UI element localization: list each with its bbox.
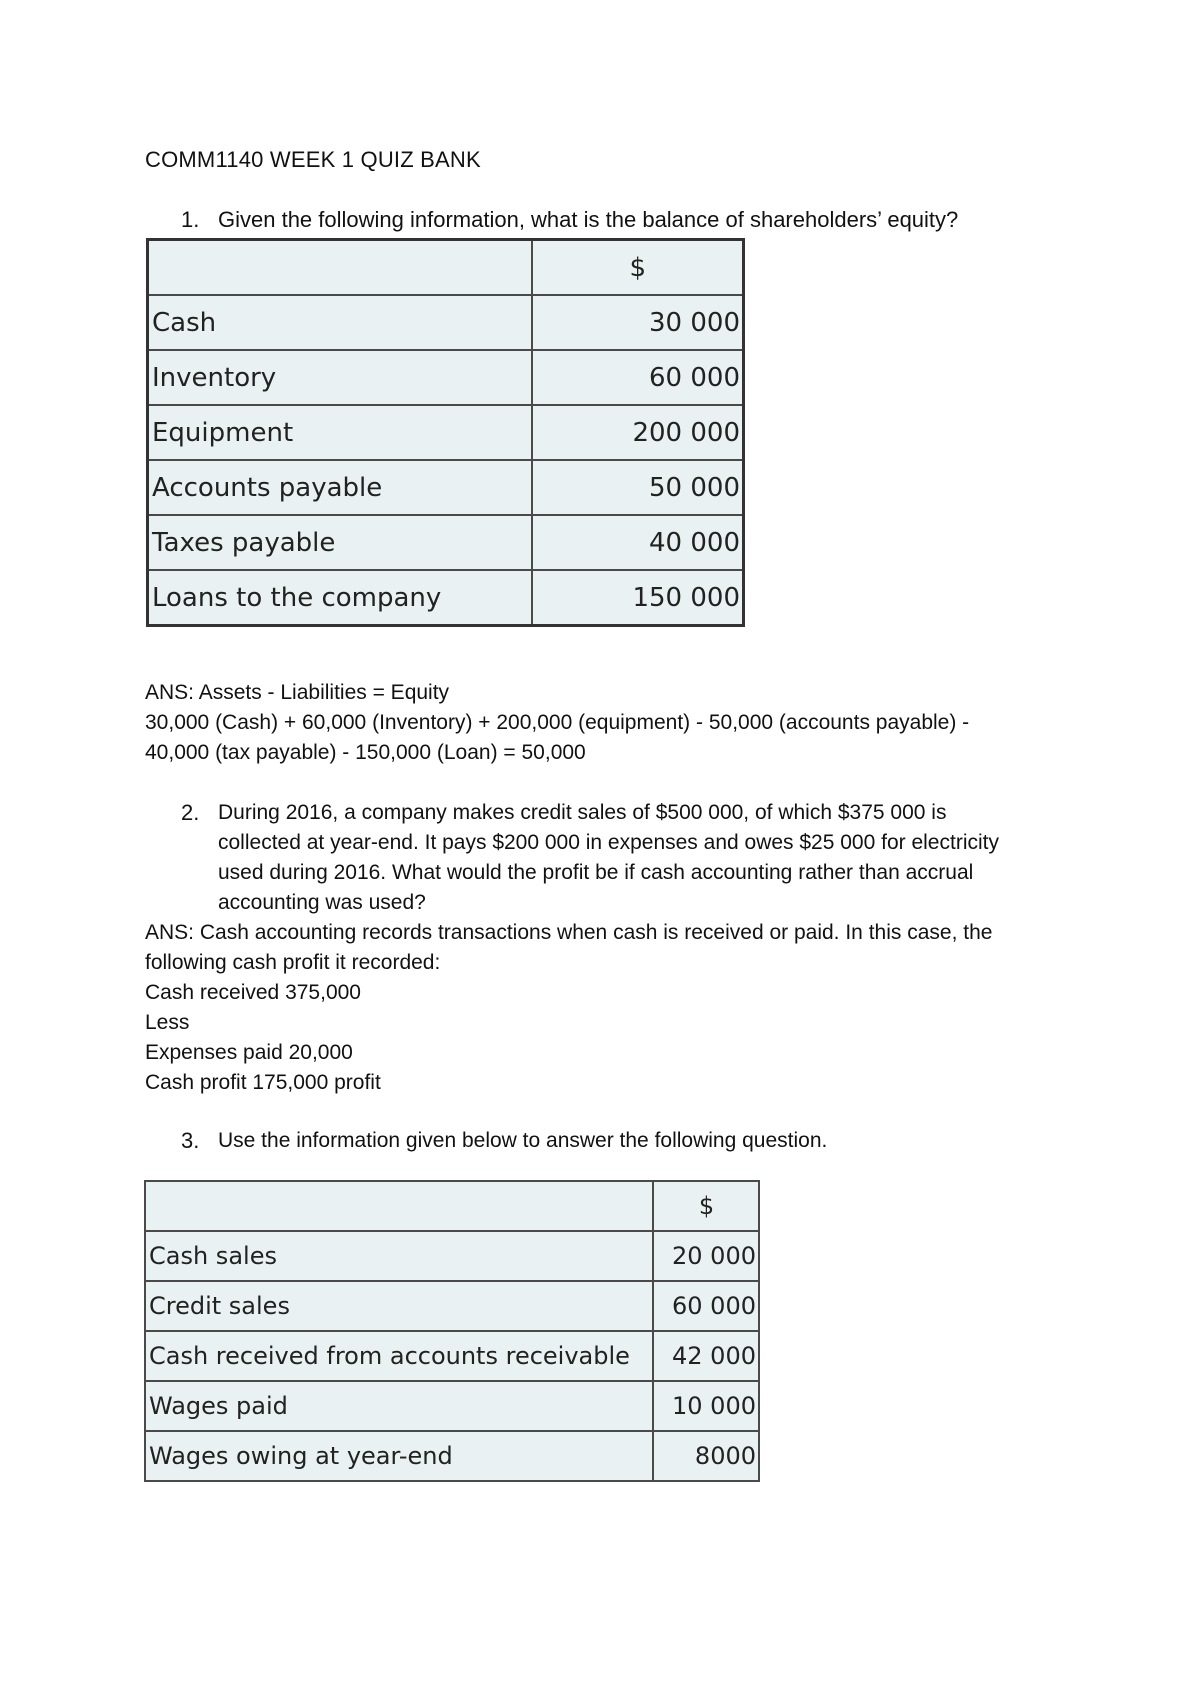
table-row [148, 350, 744, 405]
row-label: Wages owing at year-end [145, 1431, 653, 1481]
table-header-cell [148, 240, 532, 296]
answer-line: Cash received 375,000 [145, 981, 361, 1004]
question-line: During 2016, a company makes credit sales of $500 000, of which $375 000 is [218, 801, 947, 824]
table-row [148, 570, 744, 626]
table-header-cell: $ [653, 1181, 759, 1231]
table-row [145, 1231, 759, 1281]
answer-line: Cash profit 175,000 profit [145, 1071, 381, 1094]
answer-line: following cash profit it recorded: [145, 951, 441, 974]
answer-1 [145, 678, 1055, 768]
question-3-number: 3. [181, 1128, 200, 1153]
question-1-number: 1. [181, 207, 200, 232]
table-row [148, 515, 744, 570]
table-header-cell [145, 1181, 653, 1231]
row-label: Cash received from accounts receivable [145, 1331, 653, 1381]
table-row [148, 295, 744, 350]
row-value: 10 000 [653, 1381, 759, 1431]
row-value: 200 000 [532, 405, 744, 460]
answer-line: Less [145, 1011, 190, 1034]
row-value: 42 000 [653, 1331, 759, 1381]
question-line: used during 2016. What would the profit be if cash accounting rather than accrual [218, 861, 974, 884]
row-label: Loans to the company [148, 570, 532, 626]
row-value: 50 000 [532, 460, 744, 515]
answer-line: 40,000 (tax payable) - 150,000 (Loan) = 50,000 [145, 741, 586, 764]
table-row [148, 405, 744, 460]
row-value: 60 000 [653, 1281, 759, 1331]
question-2-text [218, 798, 1048, 918]
table-row [148, 460, 744, 515]
question-1-table [146, 238, 745, 627]
row-label: Accounts payable [148, 460, 532, 515]
row-value: 150 000 [532, 570, 744, 626]
table-row [145, 1281, 759, 1331]
row-label: Cash sales [145, 1231, 653, 1281]
answer-line: ANS: Cash accounting records transactions when cash is received or paid. In this case, the [145, 921, 993, 944]
question-line: accounting was used? [218, 891, 426, 914]
table-header-cell: $ [532, 240, 744, 296]
question-3-text: Use the information given below to answer the following question. [218, 1129, 828, 1152]
row-label: Cash [148, 295, 532, 350]
row-label: Credit sales [145, 1281, 653, 1331]
row-value: 30 000 [532, 295, 744, 350]
row-label: Equipment [148, 405, 532, 460]
row-value: 40 000 [532, 515, 744, 570]
question-1-text: Given the following information, what is the balance of shareholders’ equity? [218, 207, 959, 232]
row-value: 20 000 [653, 1231, 759, 1281]
row-value: 60 000 [532, 350, 744, 405]
question-3-table [144, 1180, 760, 1482]
table-row [145, 1331, 759, 1381]
answer-line: 30,000 (Cash) + 60,000 (Inventory) + 200,000 (equipment) - 50,000 (accounts payable) - [145, 711, 970, 734]
table-row [145, 1431, 759, 1481]
answer-line: Expenses paid 20,000 [145, 1041, 353, 1064]
question-line: collected at year-end. It pays $200 000 in expenses and owes $25 000 for electricity [218, 831, 999, 854]
table-row [145, 1381, 759, 1431]
answer-line: ANS: Assets - Liabilities = Equity [145, 681, 450, 704]
table-header-row [145, 1181, 759, 1231]
row-label: Inventory [148, 350, 532, 405]
row-value: 8000 [653, 1431, 759, 1481]
answer-2 [145, 918, 1055, 1098]
row-label: Wages paid [145, 1381, 653, 1431]
row-label: Taxes payable [148, 515, 532, 570]
document-title: COMM1140 WEEK 1 QUIZ BANK [145, 147, 481, 172]
question-2-number: 2. [181, 800, 200, 825]
table-header-row [148, 240, 744, 296]
